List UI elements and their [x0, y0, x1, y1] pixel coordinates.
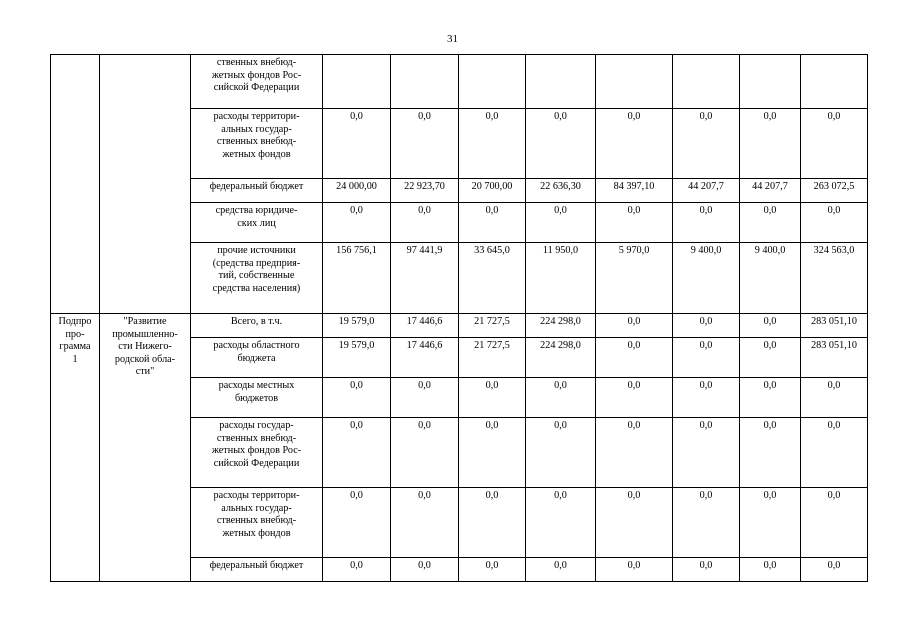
value-cell: 0,0 — [391, 109, 459, 179]
value-cell: 0,0 — [740, 314, 801, 338]
value-cell: 0,0 — [673, 314, 740, 338]
value-cell: 224 298,0 — [526, 338, 596, 378]
value-cell: 0,0 — [459, 378, 526, 418]
value-cell: 0,0 — [801, 418, 868, 488]
value-cell: 324 563,0 — [801, 243, 868, 314]
value-cell: 0,0 — [323, 109, 391, 179]
value-cell: 22 923,70 — [391, 179, 459, 203]
value-cell — [673, 55, 740, 109]
value-cell: 224 298,0 — [526, 314, 596, 338]
value-cell: 0,0 — [323, 418, 391, 488]
value-cell: 283 051,10 — [801, 314, 868, 338]
category-label: средства юридиче- ских лиц — [191, 203, 323, 243]
value-cell: 0,0 — [391, 203, 459, 243]
value-cell: 0,0 — [459, 418, 526, 488]
page-number: 31 — [447, 33, 458, 45]
value-cell: 0,0 — [391, 558, 459, 582]
value-cell: 0,0 — [740, 558, 801, 582]
empty-title-cell — [100, 55, 191, 314]
value-cell: 156 756,1 — [323, 243, 391, 314]
value-cell: 21 727,5 — [459, 338, 526, 378]
value-cell: 0,0 — [526, 203, 596, 243]
category-label: прочие источники (средства предприя- тий, собственные средства населения) — [191, 243, 323, 314]
value-cell: 0,0 — [740, 488, 801, 558]
value-cell: 17 446,6 — [391, 314, 459, 338]
category-label: федеральный бюджет — [191, 179, 323, 203]
value-cell: 19 579,0 — [323, 314, 391, 338]
value-cell: 11 950,0 — [526, 243, 596, 314]
table-row — [51, 55, 868, 109]
value-cell: 22 636,30 — [526, 179, 596, 203]
value-cell: 0,0 — [740, 418, 801, 488]
value-cell: 0,0 — [459, 558, 526, 582]
value-cell — [740, 55, 801, 109]
funding-table — [50, 54, 868, 582]
value-cell: 9 400,0 — [673, 243, 740, 314]
value-cell: 0,0 — [740, 203, 801, 243]
value-cell: 0,0 — [459, 488, 526, 558]
value-cell: 0,0 — [673, 418, 740, 488]
value-cell: 20 700,00 — [459, 179, 526, 203]
value-cell — [459, 55, 526, 109]
value-cell: 0,0 — [323, 378, 391, 418]
value-cell: 0,0 — [526, 488, 596, 558]
value-cell: 0,0 — [459, 203, 526, 243]
value-cell: 33 645,0 — [459, 243, 526, 314]
value-cell: 0,0 — [596, 558, 673, 582]
value-cell: 0,0 — [323, 488, 391, 558]
value-cell: 0,0 — [323, 558, 391, 582]
value-cell: 0,0 — [673, 109, 740, 179]
value-cell: 0,0 — [673, 338, 740, 378]
category-label: ственных внебюд- жетных фондов Рос- сийской Федерации — [191, 55, 323, 109]
value-cell: 0,0 — [596, 378, 673, 418]
value-cell: 0,0 — [459, 109, 526, 179]
value-cell — [391, 55, 459, 109]
value-cell: 0,0 — [596, 203, 673, 243]
value-cell: 97 441,9 — [391, 243, 459, 314]
value-cell: 17 446,6 — [391, 338, 459, 378]
value-cell — [596, 55, 673, 109]
category-label: Всего, в т.ч. — [191, 314, 323, 338]
value-cell: 0,0 — [740, 338, 801, 378]
category-label: расходы государ- ственных внебюд- жетных фондов Рос- сийской Федерации — [191, 418, 323, 488]
value-cell — [801, 55, 868, 109]
subprogram-title: "Развитие промышленно- сти Нижего- родской обла- сти" — [100, 314, 191, 582]
value-cell: 44 207,7 — [740, 179, 801, 203]
value-cell: 0,0 — [596, 338, 673, 378]
value-cell: 0,0 — [673, 488, 740, 558]
value-cell: 0,0 — [323, 203, 391, 243]
value-cell: 21 727,5 — [459, 314, 526, 338]
value-cell: 0,0 — [391, 378, 459, 418]
category-label: федеральный бюджет — [191, 558, 323, 582]
value-cell: 0,0 — [596, 314, 673, 338]
value-cell: 283 051,10 — [801, 338, 868, 378]
value-cell: 0,0 — [526, 109, 596, 179]
category-label: расходы территори- альных государ- ственных внебюд- жетных фондов — [191, 488, 323, 558]
value-cell: 44 207,7 — [673, 179, 740, 203]
value-cell: 0,0 — [596, 488, 673, 558]
value-cell: 0,0 — [526, 558, 596, 582]
empty-program-cell — [51, 55, 100, 314]
value-cell: 0,0 — [526, 418, 596, 488]
category-label: расходы территори- альных государ- ственных внебюд- жетных фондов — [191, 109, 323, 179]
value-cell: 0,0 — [673, 558, 740, 582]
subprogram-label: Подпро про- грамма 1 — [51, 314, 100, 582]
value-cell: 0,0 — [673, 203, 740, 243]
value-cell: 0,0 — [801, 558, 868, 582]
value-cell: 0,0 — [740, 109, 801, 179]
value-cell: 0,0 — [801, 488, 868, 558]
value-cell: 0,0 — [801, 109, 868, 179]
value-cell: 24 000,00 — [323, 179, 391, 203]
value-cell — [526, 55, 596, 109]
value-cell: 0,0 — [673, 378, 740, 418]
value-cell: 9 400,0 — [740, 243, 801, 314]
value-cell: 5 970,0 — [596, 243, 673, 314]
value-cell: 84 397,10 — [596, 179, 673, 203]
value-cell: 0,0 — [391, 488, 459, 558]
value-cell: 0,0 — [596, 418, 673, 488]
value-cell: 0,0 — [596, 109, 673, 179]
table-row — [51, 314, 868, 338]
value-cell: 19 579,0 — [323, 338, 391, 378]
value-cell: 0,0 — [526, 378, 596, 418]
value-cell: 0,0 — [740, 378, 801, 418]
category-label: расходы местных бюджетов — [191, 378, 323, 418]
value-cell: 0,0 — [801, 203, 868, 243]
category-label: расходы областного бюджета — [191, 338, 323, 378]
value-cell: 263 072,5 — [801, 179, 868, 203]
value-cell — [323, 55, 391, 109]
value-cell: 0,0 — [801, 378, 868, 418]
value-cell: 0,0 — [391, 418, 459, 488]
